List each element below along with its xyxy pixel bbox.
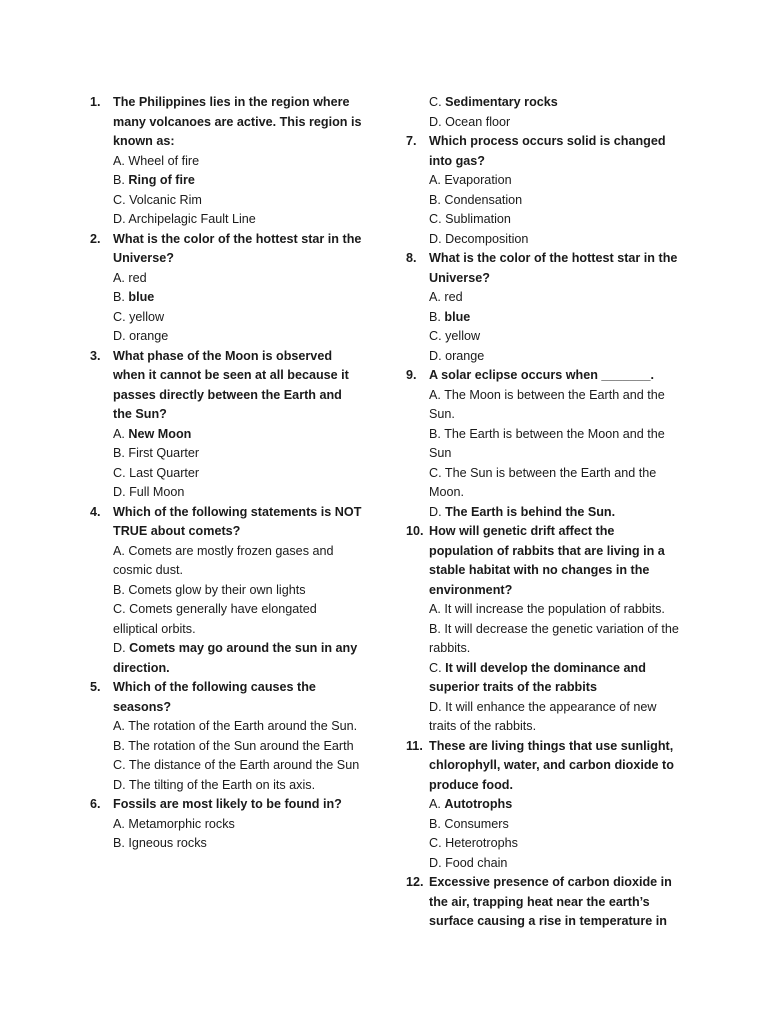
option-text: Sedimentary rocks: [445, 95, 558, 109]
question-item: [406, 873, 682, 932]
question-text: How will genetic drift affect the population of rabbits that are living in a stable habitat with no changes in the environment?: [429, 524, 665, 597]
option-text: First Quarter: [128, 446, 200, 460]
answer-option: [113, 815, 362, 835]
option-text: Comets glow by their own lights: [128, 582, 306, 597]
answer-option: [113, 425, 362, 445]
answer-option: [429, 464, 682, 503]
answer-option: [113, 581, 362, 601]
option-text: Metamorphic rocks: [128, 816, 235, 831]
option-letter: B.: [113, 582, 125, 597]
option-letter: D.: [113, 777, 126, 792]
option-letter: B.: [429, 309, 441, 324]
option-text: Igneous rocks: [128, 836, 207, 850]
option-text: Wheel of fire: [128, 153, 200, 168]
option-text: blue: [128, 290, 155, 304]
option-letter: C.: [113, 309, 126, 324]
option-text: It will increase the population of rabbits.: [444, 602, 665, 616]
question-number: 4.: [90, 504, 101, 519]
option-text: It will develop the dominance and superior traits of the rabbits: [429, 660, 646, 694]
option-text: Last Quarter: [129, 465, 200, 480]
option-letter: B.: [429, 192, 441, 207]
question-item: [406, 522, 682, 737]
option-letter: C.: [429, 836, 442, 850]
question-item: [90, 795, 362, 854]
answer-option: [429, 834, 682, 854]
option-letter: B.: [429, 816, 441, 831]
option-text: blue: [444, 309, 471, 324]
option-text: Sublimation: [445, 212, 511, 226]
answer-option: [406, 93, 682, 113]
question-text: Fossils are most likely to be found in?: [113, 797, 342, 811]
answer-option: [113, 327, 362, 347]
option-letter: A.: [429, 797, 441, 811]
option-letter: D.: [429, 855, 442, 870]
answer-option: [429, 600, 682, 620]
answer-option: [429, 191, 682, 211]
option-text: Archipelagic Fault Line: [128, 212, 256, 226]
option-text: Comets are mostly frozen gases and cosmic dust.: [113, 543, 334, 577]
option-text: Full Moon: [129, 485, 185, 499]
option-letter: A.: [113, 719, 125, 733]
question-6-continuation: [406, 93, 682, 132]
option-letter: C.: [429, 212, 442, 226]
answer-option: [113, 444, 362, 464]
option-letter: D.: [429, 114, 442, 129]
option-text: Heterotrophs: [445, 836, 518, 850]
answer-option: [429, 815, 682, 835]
option-text: orange: [445, 348, 485, 363]
answer-option: [113, 639, 362, 678]
option-text: Volcanic Rim: [129, 192, 202, 207]
left-column: [90, 93, 362, 854]
option-letter: B.: [113, 738, 125, 753]
question-text: A solar eclipse occurs when _______.: [429, 368, 654, 382]
answer-option: [429, 425, 682, 464]
option-text: It will enhance the appearance of new traits of the rabbits.: [429, 699, 657, 733]
answer-option: [113, 717, 362, 737]
answer-option: [113, 737, 362, 757]
answer-option: [113, 600, 362, 639]
question-item: [90, 93, 362, 230]
option-letter: A.: [113, 270, 125, 285]
option-text: Comets may go around the sun in any direction.: [113, 641, 358, 675]
option-letter: D.: [113, 212, 126, 226]
option-text: Condensation: [444, 192, 523, 207]
option-letter: C.: [429, 465, 442, 480]
option-letter: A.: [429, 387, 441, 402]
answer-option: [113, 308, 362, 328]
question-item: [406, 737, 682, 874]
answer-option: [429, 327, 682, 347]
answer-option: [429, 288, 682, 308]
option-letter: A.: [113, 543, 125, 558]
option-text: Comets generally have elongated elliptical orbits.: [113, 602, 317, 636]
option-letter: C.: [113, 758, 126, 772]
question-text: Which of the following causes the seasons?: [113, 680, 316, 714]
option-letter: C.: [113, 192, 126, 207]
answer-option: [113, 483, 362, 503]
option-text: Consumers: [444, 816, 509, 831]
option-letter: D.: [113, 485, 126, 499]
question-item: [406, 249, 682, 366]
answer-option: [113, 464, 362, 484]
question-item: [90, 230, 362, 347]
option-letter: A.: [429, 173, 441, 187]
answer-option: [113, 776, 362, 796]
option-text: red: [444, 290, 463, 304]
question-item: [406, 132, 682, 249]
option-text: The rotation of the Earth around the Sun.: [128, 719, 358, 733]
option-text: The Sun is between the Earth and the Moon.: [429, 465, 657, 499]
option-letter: D.: [429, 231, 442, 246]
option-letter: D.: [113, 641, 126, 655]
option-text: yellow: [129, 309, 165, 324]
answer-option: [113, 542, 362, 581]
answer-option: [406, 113, 682, 133]
option-letter: A.: [113, 153, 125, 168]
option-text: Ocean floor: [445, 114, 511, 129]
answer-option: [113, 171, 362, 191]
option-text: Decomposition: [445, 231, 529, 246]
answer-option: [429, 386, 682, 425]
question-number: 11.: [406, 738, 423, 753]
answer-option: [429, 230, 682, 250]
question-text: What phase of the Moon is observed when it cannot be seen at all because it passes directly between the Earth and the Sun?: [113, 348, 349, 421]
answer-option: [113, 288, 362, 308]
answer-option: [429, 659, 682, 698]
option-letter: C.: [113, 602, 126, 616]
question-number: 10.: [406, 524, 424, 538]
question-text: Excessive presence of carbon dioxide in the air, trapping heat near the earth’s surface causing a rise in temperature in: [429, 875, 672, 928]
option-text: The Earth is behind the Sun.: [445, 504, 616, 519]
option-text: Ring of fire: [128, 173, 195, 187]
option-letter: D.: [429, 348, 442, 363]
question-item: [90, 347, 362, 503]
option-letter: C.: [429, 660, 442, 675]
question-number: 1.: [90, 95, 101, 109]
option-text: Autotrophs: [444, 797, 513, 811]
option-text: The distance of the Earth around the Sun: [128, 758, 360, 772]
option-text: New Moon: [128, 426, 192, 441]
option-text: red: [128, 270, 147, 285]
right-column-questions: [406, 132, 682, 932]
option-letter: B.: [113, 446, 125, 460]
option-text: yellow: [445, 329, 481, 343]
option-text: It will decrease the genetic variation of the rabbits.: [429, 621, 679, 655]
question-number: 12.: [406, 875, 424, 889]
option-letter: D.: [429, 699, 442, 714]
answer-option: [113, 269, 362, 289]
option-letter: A.: [113, 426, 125, 441]
answer-option: [429, 503, 682, 523]
option-letter: A.: [429, 602, 441, 616]
option-letter: B.: [113, 836, 125, 850]
option-letter: A.: [113, 816, 125, 831]
question-item: [90, 503, 362, 679]
question-text: What is the color of the hottest star in the Universe?: [429, 251, 678, 285]
option-text: Evaporation: [444, 173, 512, 187]
right-column: [406, 93, 682, 932]
answer-option: [429, 347, 682, 367]
answer-option: [429, 171, 682, 191]
question-number: 9.: [406, 368, 417, 382]
answer-option: [113, 756, 362, 776]
option-text: The rotation of the Sun around the Earth: [128, 738, 354, 753]
option-letter: C.: [113, 465, 126, 480]
answer-option: [113, 834, 362, 854]
option-text: orange: [129, 329, 169, 343]
question-text: Which of the following statements is NOT TRUE about comets?: [113, 504, 362, 538]
question-number: 5.: [90, 680, 101, 694]
question-number: 3.: [90, 348, 101, 363]
question-number: 6.: [90, 797, 101, 811]
answer-option: [113, 191, 362, 211]
option-letter: B.: [429, 621, 441, 636]
question-text: Which process occurs solid is changed into gas?: [429, 134, 666, 168]
option-letter: A.: [429, 290, 441, 304]
question-number: 8.: [406, 251, 417, 265]
option-text: The tilting of the Earth on its axis.: [128, 777, 316, 792]
answer-option: [429, 620, 682, 659]
option-letter: D.: [113, 329, 126, 343]
option-letter: B.: [113, 290, 125, 304]
answer-option: [113, 210, 362, 230]
answer-option: [429, 698, 682, 737]
question-number: 2.: [90, 231, 101, 246]
answer-option: [429, 308, 682, 328]
option-text: The Moon is between the Earth and the Sun.: [429, 387, 665, 421]
question-number: 7.: [406, 134, 417, 148]
question-text: These are living things that use sunlight, chlorophyll, water, and carbon dioxide to produce food.: [429, 738, 674, 792]
answer-option: [429, 795, 682, 815]
question-text: The Philippines lies in the region where many volcanoes are active. This region is known as:: [113, 95, 362, 148]
option-text: The Earth is between the Moon and the Sun: [429, 426, 665, 460]
question-text: What is the color of the hottest star in the Universe?: [113, 231, 362, 265]
question-item: [406, 366, 682, 522]
question-item: [90, 678, 362, 795]
option-letter: B.: [113, 173, 125, 187]
option-letter: D.: [429, 504, 442, 519]
option-letter: B.: [429, 426, 441, 441]
answer-option: [113, 152, 362, 172]
option-letter: C.: [429, 95, 442, 109]
option-letter: C.: [429, 329, 442, 343]
option-text: Food chain: [445, 855, 508, 870]
answer-option: [429, 854, 682, 874]
answer-option: [429, 210, 682, 230]
